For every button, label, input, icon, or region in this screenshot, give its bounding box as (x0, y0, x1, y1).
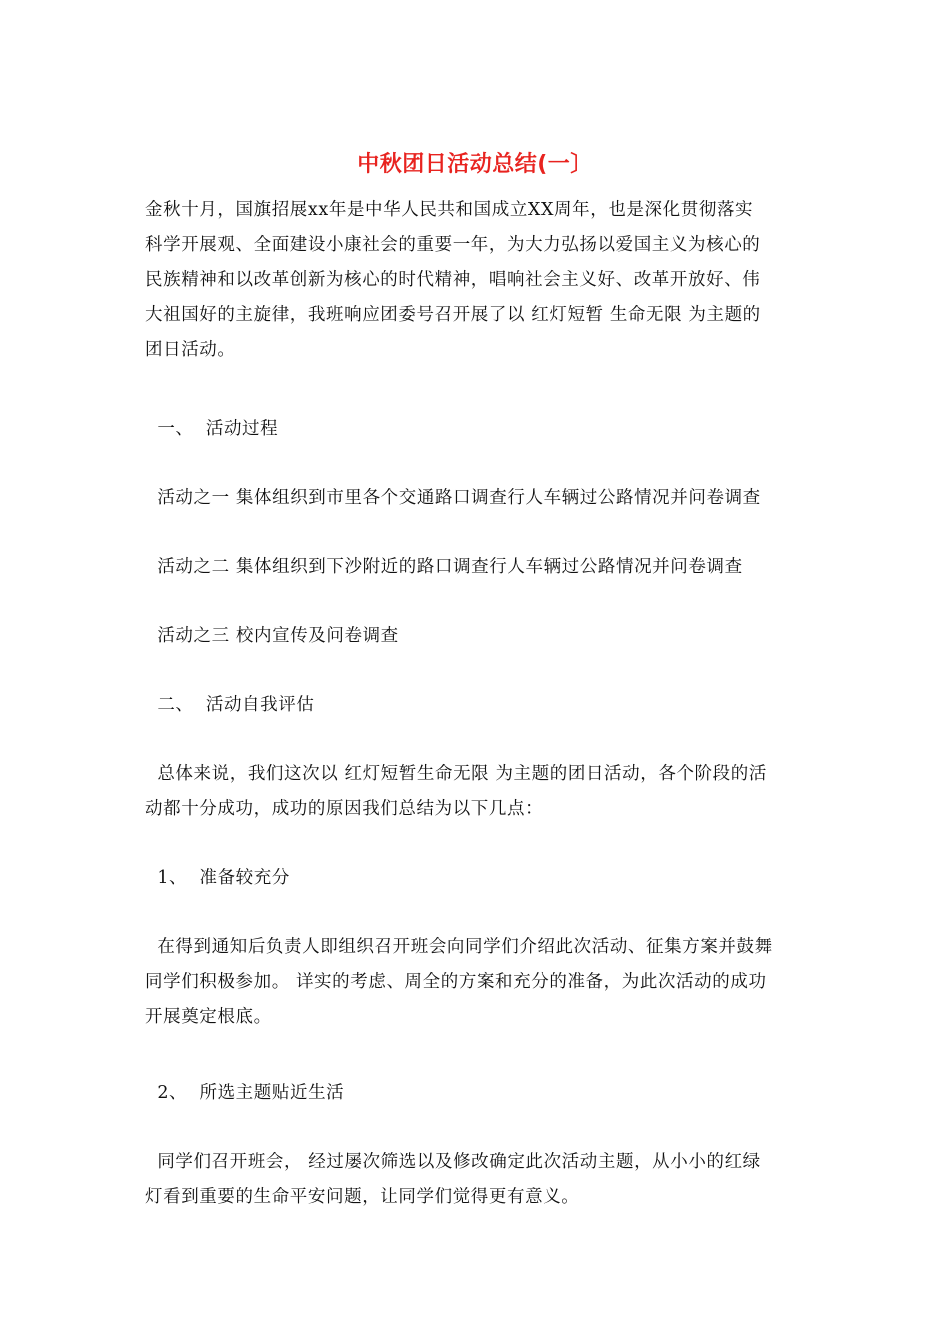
paragraph-line: 民族精神和以改革创新为核心的时代精神，唱响社会主义好、改革开放好、伟 (145, 270, 761, 290)
paragraph-line: 同学们积极参加。 详实的考虑、周全的方案和充分的准备，为此次活动的成功 (145, 972, 767, 992)
paragraph-line: 活动之三 校内宣传及问卷调查 (145, 626, 399, 646)
paragraph-line: 灯看到重要的生命平安问题，让同学们觉得更有意义。 (145, 1187, 580, 1207)
evaluation-paragraph (145, 757, 810, 827)
point-heading-2 (145, 1076, 810, 1111)
paragraph-line: 2、 所选主题贴近生活 (145, 1083, 345, 1103)
point-body-1 (145, 930, 810, 1035)
paragraph-line: 大祖国好的主旋律，我班响应团委号召开展了以 红灯短暂 生命无限 为主题的 (145, 305, 761, 325)
paragraph-line: 团日活动。 (145, 340, 236, 360)
paragraph-line: 科学开展观、全面建设小康社会的重要一年，为大力弘扬以爱国主义为核心的 (145, 235, 761, 255)
activity-item-1 (145, 481, 810, 516)
paragraph-line: 总体来说，我们这次以 红灯短暂生命无限 为主题的团日活动，各个阶段的活 (145, 764, 767, 784)
paragraph-line: 一、 活动过程 (145, 419, 279, 439)
intro-paragraph (145, 193, 810, 368)
paragraph-line: 开展奠定根底。 (145, 1007, 272, 1027)
paragraph-line: 二、 活动自我评估 (145, 695, 315, 715)
paragraph-line: 金秋十月，国旗招展xx年是中华人民共和国成立XX周年，也是深化贯彻落实 (145, 200, 754, 220)
paragraph-line: 在得到通知后负责人即组织召开班会向同学们介绍此次活动、征集方案并鼓舞 (145, 937, 773, 957)
activity-item-2 (145, 550, 810, 585)
paragraph-line: 活动之二 集体组织到下沙附近的路口调查行人车辆过公路情况并问卷调查 (145, 557, 743, 577)
section-heading-process (145, 412, 810, 447)
paragraph-line: 同学们召开班会， 经过屡次筛选以及修改确定此次活动主题，从小小的红绿 (145, 1152, 761, 1172)
activity-item-3 (145, 619, 810, 654)
section-heading-evaluation (145, 688, 810, 723)
paragraph-line: 1、 准备较充分 (145, 868, 290, 888)
paragraph-line: 动都十分成功，成功的原因我们总结为以下几点： (145, 799, 544, 819)
point-heading-1 (145, 861, 810, 896)
paragraph-line: 活动之一 集体组织到市里各个交通路口调查行人车辆过公路情况并问卷调查 (145, 488, 761, 508)
point-body-2 (145, 1145, 810, 1215)
document-title: 中秋团日活动总结(一〕 (357, 152, 593, 177)
